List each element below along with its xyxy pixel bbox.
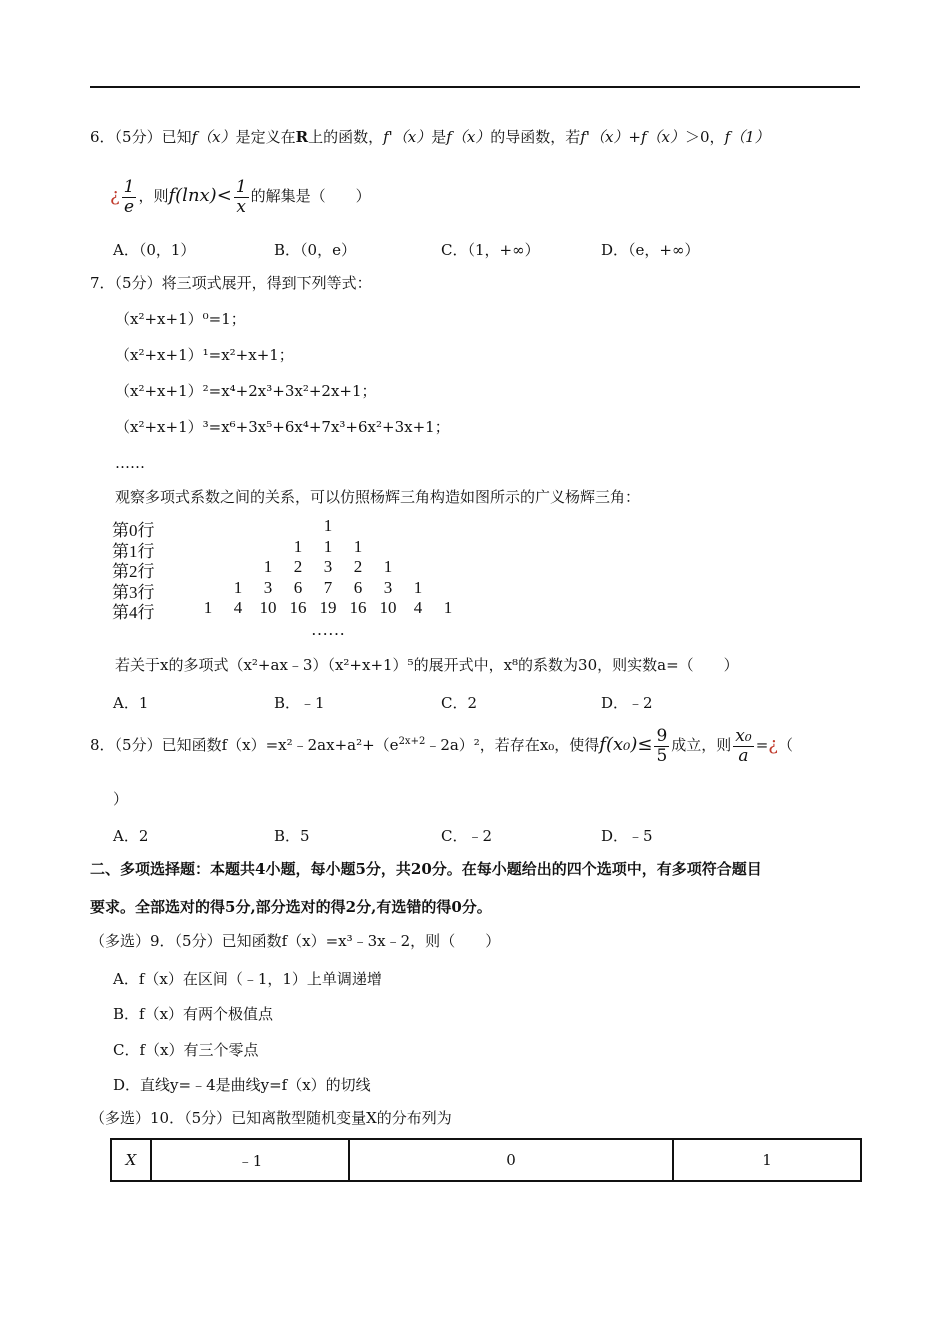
triangle-coefficient: 6	[353, 577, 363, 597]
q9-option-c[interactable]: C．f（x）有三个零点	[113, 1041, 259, 1059]
triangle-coefficient: 4	[413, 598, 423, 617]
q6-stem-a: 6．（5分）已知	[90, 128, 192, 146]
triangle-row-label: 第0行	[112, 521, 155, 540]
q6-line2-b: 的解集是（ ）	[250, 187, 371, 206]
triangle-coefficient: 3	[323, 557, 333, 576]
triangle-coefficient: 19	[319, 598, 337, 617]
q8-frac-9-over-5	[654, 727, 669, 765]
q7-dots: ……	[115, 454, 145, 472]
triangle-coefficient: 10	[259, 598, 277, 617]
q8-option-b[interactable]: B．5	[274, 827, 310, 845]
triangle-row-label: 第2行	[112, 562, 155, 581]
q6-frac-1-over-x	[234, 178, 249, 216]
triangle-coefficient: 16	[349, 598, 367, 617]
q6-option-a[interactable]: A．（0，1）	[113, 241, 196, 259]
q6-option-c[interactable]: C．（1，+∞）	[441, 241, 540, 259]
q7-eq0: （x²+x+1）⁰=1；	[115, 310, 246, 328]
q7-option-a[interactable]: A．1	[113, 694, 149, 712]
triangle-coefficient: 1	[203, 598, 213, 617]
table-cell-0: 0	[349, 1139, 673, 1181]
q8-stem-b: ﹣2a）²，若存在x₀，使得	[425, 736, 600, 755]
triangle-coefficient: 1	[413, 577, 423, 597]
triangle-coefficient: 1	[443, 598, 453, 617]
q7-eq2: （x²+x+1）²=x⁴+2x³+3x²+2x+1；	[115, 382, 377, 400]
triangle-row-label: 第1行	[112, 541, 155, 561]
triangle-coefficient: 6	[293, 577, 303, 597]
triangle-coefficient: 3	[383, 577, 393, 597]
q7-option-c[interactable]: C．2	[441, 694, 478, 712]
q8-stem	[90, 727, 793, 765]
q6-fpx: f'（x）	[383, 128, 432, 146]
q8-frac-x0-over-a	[733, 727, 753, 765]
q6-stem	[90, 128, 770, 146]
q6-stem-f: ＞0，	[685, 128, 725, 146]
triangle-coefficient: 2	[353, 557, 363, 576]
q8-stem-d: =	[755, 736, 769, 755]
q6-option-b[interactable]: B．（0，e）	[274, 241, 356, 259]
q6-frac-1-over-e	[122, 178, 137, 216]
q6-stem-b: 是定义在	[235, 128, 296, 146]
q8-option-a[interactable]: A．2	[113, 827, 149, 845]
q6-sum: f'（x）+f（x）	[580, 128, 686, 146]
q7-stem: 7．（5分）将三项式展开，得到下列等式：	[90, 274, 372, 292]
q7-option-d[interactable]: D．﹣2	[601, 694, 653, 712]
q9-option-d[interactable]: D．直线y=﹣4是曲线y=f（x）的切线	[113, 1076, 371, 1094]
q6-stem-c: 上的函数，	[308, 128, 384, 146]
q6-frac2-den: x	[236, 196, 246, 217]
section2-heading-line2: 要求。全部选对的得5分,部分选对的得2分,有选错的得0分。	[90, 898, 492, 916]
q8-frac-den: 5	[656, 745, 668, 766]
q10-stem: （多选）10．（5分）已知离散型随机变量X的分布列为	[90, 1109, 452, 1127]
triangle-coefficient: 7	[323, 577, 333, 597]
triangle-coefficient: 1	[293, 536, 303, 556]
q6-stem-d: 是	[431, 128, 447, 146]
section2-heading-line1: 二、多项选择题：本题共4小题，每小题5分，共20分。在每小题给出的四个选项中，有多项符合题目	[90, 860, 762, 878]
q8-frac2-num: x₀	[735, 726, 752, 746]
triangle-dots: ……	[311, 619, 345, 639]
q7-observe: 观察多项式系数之间的关系，可以仿照杨辉三角构造如图所示的广义杨辉三角：	[115, 488, 641, 506]
q8-stem-c: 成立，则	[671, 736, 732, 755]
q6-line2	[110, 178, 371, 216]
q8-paren-open: （	[777, 736, 793, 755]
q9-option-a[interactable]: A．f（x）在区间（﹣1，1）上单调递增	[113, 970, 382, 988]
q7-option-b[interactable]: B．﹣1	[274, 694, 325, 712]
q7-question: 若关于x的多项式（x²+ax﹣3）（x²+x+1）⁵的展开式中，x⁸的系数为30，则实数a=（ ）	[115, 656, 739, 674]
triangle-row-label: 第4行	[112, 603, 155, 622]
table-cell-neg1: ﹣1	[151, 1139, 349, 1181]
q6-option-d[interactable]: D．（e，+∞）	[601, 241, 700, 259]
triangle-coefficient: 1	[323, 516, 333, 535]
triangle-coefficient: 1	[323, 536, 333, 556]
q6-fx-2: f（x）	[446, 128, 491, 146]
triangle-row-label: 第3行	[112, 582, 155, 602]
q6-frac1-num: 1	[123, 177, 135, 197]
q8-option-d[interactable]: D．﹣5	[601, 827, 653, 845]
q6-inv-mark: ¿	[110, 185, 120, 207]
q9-stem: （多选）9．（5分）已知函数f（x）=x³﹣3x﹣2，则（ ）	[90, 932, 501, 950]
q8-frac2-den: a	[738, 745, 749, 766]
q6-R: R	[295, 128, 309, 146]
table-row	[111, 1139, 861, 1181]
q6-f1: f（1）	[724, 128, 770, 146]
triangle-coefficient: 10	[379, 598, 397, 617]
triangle-coefficient: 1	[383, 557, 393, 576]
q6-stem-e: 的导函数，若	[490, 128, 581, 146]
q8-exponent: 2x+2	[398, 736, 426, 748]
triangle-coefficient: 3	[263, 577, 273, 597]
q8-option-c[interactable]: C．﹣2	[441, 827, 493, 845]
top-rule	[90, 86, 860, 88]
q8-frac-num: 9	[656, 726, 668, 746]
table-cell-1: 1	[673, 1139, 861, 1181]
q6-frac1-den: e	[124, 196, 135, 217]
triangle-coefficient: 1	[233, 577, 243, 597]
q6-frac2-num: 1	[235, 177, 247, 197]
q9-option-b[interactable]: B．f（x）有两个极值点	[113, 1005, 274, 1023]
triangle-coefficient: 1	[263, 557, 273, 576]
q6-ineq: f(lnx)<	[168, 185, 232, 207]
q8-inv-mark: ¿	[768, 734, 778, 756]
q6-fx: f（x）	[191, 128, 236, 146]
triangle-coefficient: 16	[289, 598, 307, 617]
q8-stem-a: 8．（5分）已知函数f（x）=x²﹣2ax+a²+（e	[90, 736, 399, 755]
table-cell-x: X	[111, 1139, 151, 1181]
triangle-coefficient: 4	[233, 598, 243, 617]
q7-eq3: （x²+x+1）³=x⁶+3x⁵+6x⁴+7x³+6x²+3x+1；	[115, 418, 450, 436]
distribution-table	[110, 1138, 862, 1182]
triangle-coefficient: 2	[293, 557, 303, 576]
triangle-coefficient: 1	[353, 536, 363, 556]
q7-eq1: （x²+x+1）¹=x²+x+1；	[115, 346, 294, 364]
q8-paren-close: ）	[113, 790, 129, 808]
q8-fx0: f(x₀)≤	[599, 734, 653, 756]
q6-line2-a: ，则	[138, 187, 169, 206]
